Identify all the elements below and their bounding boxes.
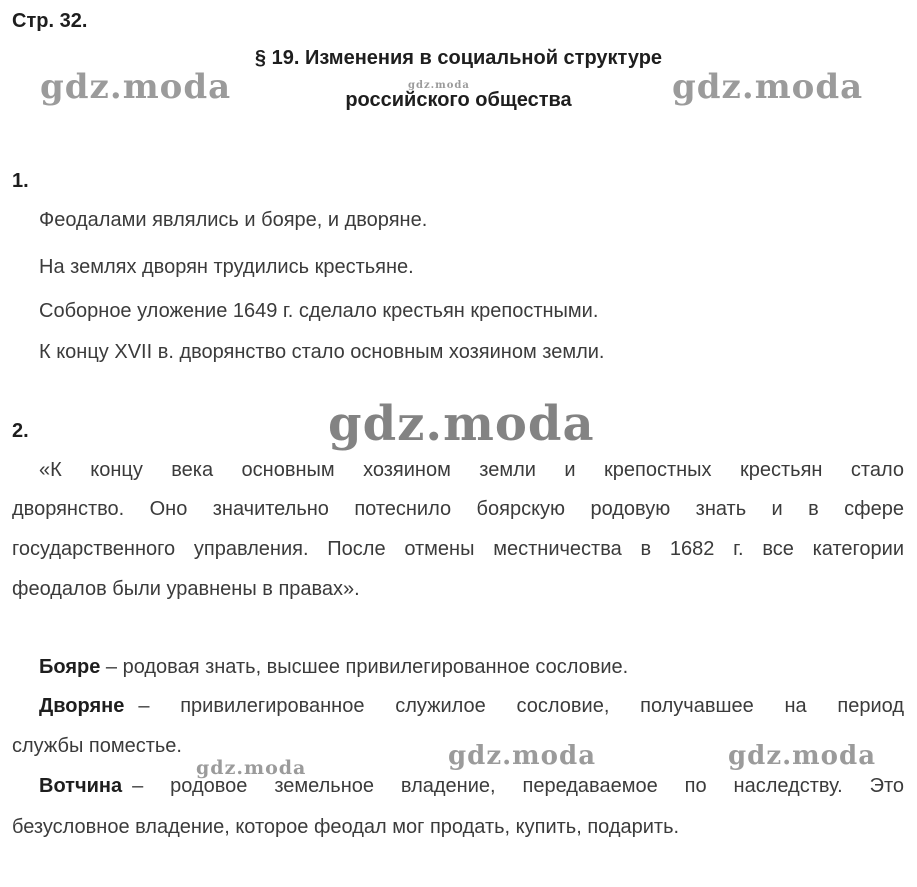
task-1-line: К концу XVII в. дворянство стало основным хозяином земли. xyxy=(39,341,605,363)
watermark-logo: gdz.moda xyxy=(196,757,307,779)
watermark-logo: gdz.moda xyxy=(40,67,232,107)
watermark-logo: gdz.moda xyxy=(448,741,597,771)
task-2-quote-line: государственного управления. После отмены местничества в 1682 г. все категории xyxy=(12,538,904,560)
task-1-line: Феодалами являлись и бояре, и дворяне. xyxy=(39,209,428,231)
definition-dvoryane xyxy=(39,695,904,718)
definition-dvoryane-text: – привилегированное служилое сословие, получавшее на период xyxy=(138,695,904,717)
definition-votchina-continued: безусловное владение, которое феодал мог продать, купить, подарить. xyxy=(12,816,680,838)
task-1-number: 1. xyxy=(12,170,29,192)
watermark-logo: gdz.moda xyxy=(408,80,470,91)
definition-dvoryane-continued: службы поместье. xyxy=(12,735,182,757)
section-title-line-2: российского общества xyxy=(345,89,572,111)
task-2-number: 2. xyxy=(12,420,29,442)
definition-votchina xyxy=(39,775,904,798)
task-2-quote-line: «К концу века основным хозяином земли и крепостных крестьян стало xyxy=(39,459,904,481)
watermark-logo: gdz.moda xyxy=(672,67,864,107)
section-title-line-1: § 19. Изменения в социальной структуре xyxy=(254,47,663,69)
page-number: Стр. 32. xyxy=(12,10,88,32)
watermark-logo: gdz.moda xyxy=(728,741,877,771)
watermark-logo: gdz.moda xyxy=(328,396,595,452)
task-1-line: Соборное уложение 1649 г. сделало крестьян крепостными. xyxy=(39,300,599,322)
term-dvoryane: Дворяне xyxy=(39,695,125,717)
definition-boyare-text: – родовая знать, высшее привилегированное сословие. xyxy=(100,656,629,678)
definition-votchina-text: – родовое земельное владение, передаваемое по наследству. Это xyxy=(132,775,904,797)
definition-boyare xyxy=(39,656,628,679)
term-boyare: Бояре xyxy=(39,656,101,678)
term-votchina: Вотчина xyxy=(39,775,123,797)
task-2-quote-line: дворянство. Оно значительно потеснило боярскую родовую знать и в сфере xyxy=(12,498,904,520)
task-1-line: На землях дворян трудились крестьяне. xyxy=(39,256,414,278)
task-2-quote-line: феодалов были уравнены в правах». xyxy=(12,578,360,600)
